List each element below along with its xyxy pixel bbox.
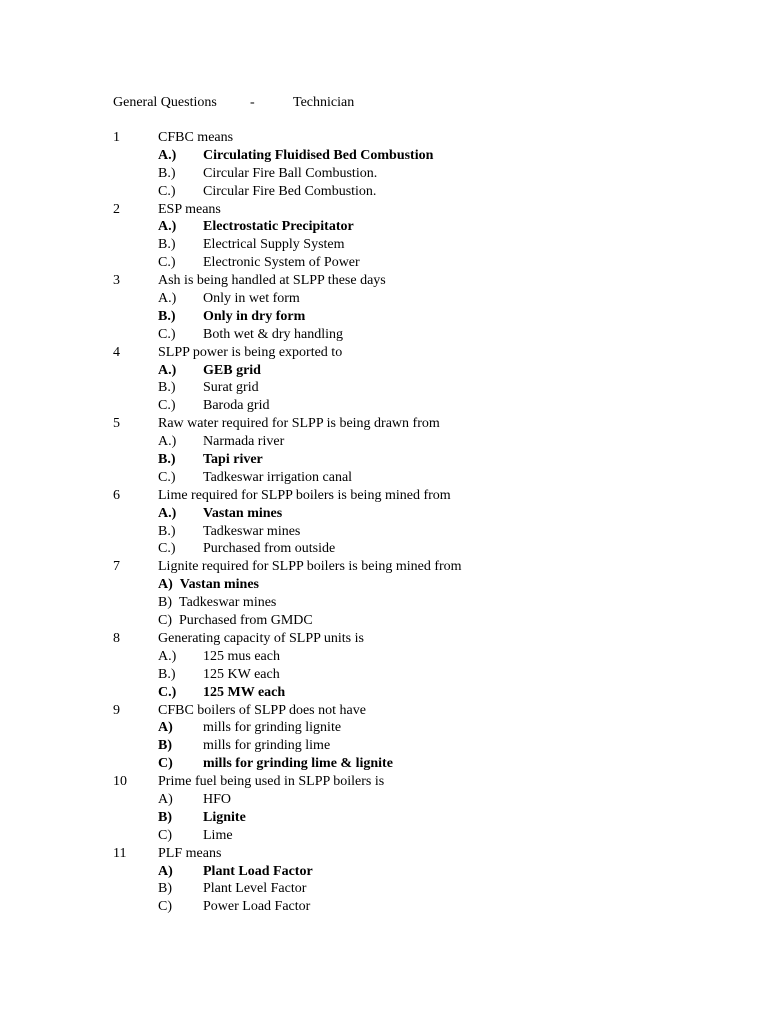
option-row (113, 165, 713, 183)
option-text: Plant Load Factor (203, 863, 313, 879)
option-text: Vastan mines (179, 577, 260, 593)
option-row (113, 308, 713, 326)
option-row (113, 505, 713, 523)
question-text: Raw water required for SLPP is being drawn from (158, 416, 440, 432)
option-row (113, 540, 713, 558)
option-row (113, 719, 713, 737)
option-text: 125 MW each (203, 684, 286, 700)
option-text: Tadkeswar mines (203, 523, 301, 539)
question-text: Prime fuel being used in SLPP boilers is (158, 774, 385, 790)
option-letter: C) (158, 827, 172, 843)
option-text: 125 mus each (203, 648, 280, 664)
option-text: Circular Fire Bed Combustion. (203, 183, 377, 199)
question-number: 1 (113, 130, 120, 145)
question-row (113, 201, 713, 219)
question-row (113, 272, 713, 290)
question-number: 3 (113, 273, 120, 289)
option-row (113, 827, 713, 845)
option-row (113, 183, 713, 201)
option-row (113, 576, 713, 594)
option-letter: C.) (158, 398, 176, 414)
option-row (113, 684, 713, 702)
option-text: Purchased from outside (203, 541, 336, 557)
option-text: Baroda grid (203, 398, 270, 414)
option-letter: B.) (158, 165, 176, 181)
header-role: Technician (293, 95, 355, 110)
option-row (113, 469, 713, 487)
question-text: PLF means (158, 845, 222, 861)
option-letter: A.) (158, 648, 177, 664)
option-text: Power Load Factor (203, 899, 311, 915)
option-text: Vastan mines (203, 505, 283, 521)
option-letter: A.) (158, 505, 177, 521)
question-number: 2 (113, 201, 120, 217)
option-letter: A.) (158, 219, 177, 235)
question-number: 9 (113, 702, 120, 718)
option-text: Electronic System of Power (203, 255, 360, 271)
question-number: 7 (113, 559, 120, 575)
option-letter: C) (158, 899, 172, 915)
option-letter: C.) (158, 541, 176, 557)
question-row (113, 558, 713, 576)
question-text: Generating capacity of SLPP units is (158, 630, 364, 646)
question-number: 8 (113, 630, 120, 646)
question-text: CFBC boilers of SLPP does not have (158, 702, 366, 718)
option-letter: C.) (158, 326, 176, 342)
question-row (113, 845, 713, 863)
option-letter: A) (158, 720, 173, 736)
question-text: SLPP power is being exported to (158, 344, 343, 360)
option-row (113, 379, 713, 397)
question-list (113, 129, 713, 916)
option-row (113, 290, 713, 308)
option-inline (158, 576, 259, 594)
question-number: 11 (113, 845, 127, 861)
question-number: 6 (113, 487, 120, 503)
option-text: mills for grinding lignite (203, 720, 342, 736)
option-text: Electrostatic Precipitator (203, 219, 354, 235)
option-letter: A) (158, 791, 173, 807)
question-row (113, 415, 713, 433)
option-row (113, 523, 713, 541)
option-text: Purchased from GMDC (179, 613, 313, 629)
option-letter: B) (158, 809, 172, 825)
option-letter: A.) (158, 147, 177, 163)
option-text: Circular Fire Ball Combustion. (203, 165, 378, 181)
option-text: Circulating Fluidised Bed Combustion (203, 147, 434, 163)
option-row (113, 218, 713, 236)
option-row (113, 737, 713, 755)
option-letter: C.) (158, 469, 176, 485)
question-row (113, 344, 713, 362)
option-text: Surat grid (203, 380, 259, 396)
option-text: Tapi river (203, 452, 263, 468)
option-letter: B) (158, 595, 172, 611)
option-text: Lime (203, 827, 233, 843)
option-text: Only in wet form (203, 291, 300, 307)
option-letter: C.) (158, 684, 177, 700)
option-row (113, 880, 713, 898)
option-letter: C) (158, 756, 173, 772)
question-text: Ash is being handled at SLPP these days (158, 273, 386, 289)
option-row (113, 648, 713, 666)
option-row (113, 791, 713, 809)
option-row (113, 254, 713, 272)
option-row (113, 433, 713, 451)
option-row (113, 612, 713, 630)
option-letter: B.) (158, 666, 176, 682)
option-letter: A) (158, 863, 173, 879)
question-row (113, 702, 713, 720)
header-title: General Questions (113, 95, 217, 110)
option-text: Electrical Supply System (203, 237, 345, 253)
header-dash: - (250, 95, 255, 110)
option-text: Both wet & dry handling (203, 326, 343, 342)
question-text: ESP means (158, 201, 221, 217)
option-letter: B.) (158, 308, 176, 324)
option-letter: B) (158, 881, 172, 897)
option-letter: C.) (158, 183, 176, 199)
option-row (113, 397, 713, 415)
option-text: mills for grinding lime & lignite (203, 756, 393, 772)
option-text: Only in dry form (203, 308, 306, 324)
question-text: CFBC means (158, 130, 234, 145)
option-letter: C) (158, 613, 172, 629)
question-number: 10 (113, 774, 127, 790)
option-row (113, 898, 713, 916)
question-text: Lime required for SLPP boilers is being mined from (158, 487, 451, 503)
option-text: mills for grinding lime (203, 738, 331, 754)
question-row (113, 487, 713, 505)
option-row (113, 755, 713, 773)
option-letter: A) (158, 577, 173, 593)
option-inline (158, 594, 276, 612)
option-letter: C.) (158, 255, 176, 271)
option-letter: A.) (158, 362, 177, 378)
question-row (113, 773, 713, 791)
option-letter: B.) (158, 237, 176, 253)
option-inline (158, 612, 313, 630)
option-text: 125 KW each (203, 666, 280, 682)
option-text: Plant Level Factor (203, 881, 307, 897)
option-letter: B) (158, 738, 172, 754)
option-text: Tadkeswar mines (179, 595, 277, 611)
option-letter: B.) (158, 380, 176, 396)
question-row (113, 129, 713, 147)
option-text: HFO (203, 791, 232, 807)
option-row (113, 809, 713, 827)
option-text: Narmada river (203, 434, 285, 450)
question-text: Lignite required for SLPP boilers is being mined from (158, 559, 462, 575)
option-letter: B.) (158, 452, 176, 468)
option-letter: B.) (158, 523, 176, 539)
option-row (113, 666, 713, 684)
question-row (113, 630, 713, 648)
option-text: Lignite (203, 809, 246, 825)
option-row (113, 362, 713, 380)
option-row (113, 451, 713, 469)
option-row (113, 594, 713, 612)
option-row (113, 863, 713, 881)
option-letter: A.) (158, 434, 177, 450)
option-letter: A.) (158, 291, 177, 307)
option-row (113, 147, 713, 165)
question-number: 4 (113, 344, 120, 360)
option-row (113, 236, 713, 254)
question-number: 5 (113, 416, 120, 432)
option-text: GEB grid (203, 362, 261, 378)
option-text: Tadkeswar irrigation canal (203, 469, 353, 485)
option-row (113, 326, 713, 344)
